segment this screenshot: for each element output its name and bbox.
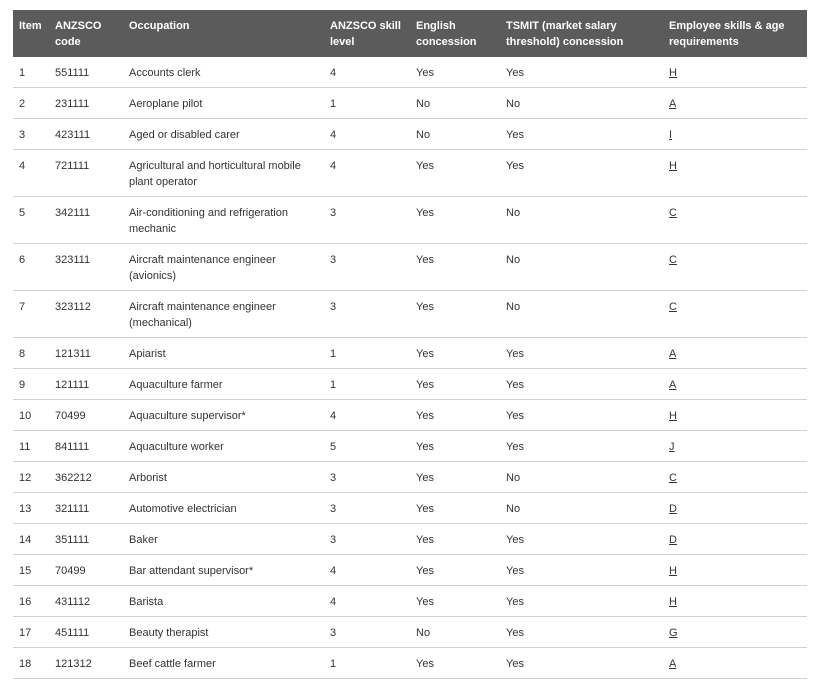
cell-english-concession: Yes <box>410 197 500 244</box>
cell-tsmit-concession: No <box>500 88 663 119</box>
cell-requirements <box>663 400 807 431</box>
cell-english-concession: No <box>410 617 500 648</box>
cell-anzsco-code: 323111 <box>49 244 123 291</box>
table-row <box>13 338 807 369</box>
cell-item: 5 <box>13 197 49 244</box>
occupation-table-container <box>13 10 807 679</box>
requirements-link[interactable]: H <box>669 160 677 172</box>
cell-item: 12 <box>13 462 49 493</box>
cell-occupation: Beef cattle farmer <box>123 648 324 679</box>
cell-anzsco-code: 431112 <box>49 586 123 617</box>
cell-english-concession: Yes <box>410 338 500 369</box>
cell-occupation: Accounts clerk <box>123 57 324 88</box>
requirements-link[interactable]: C <box>669 254 677 266</box>
cell-tsmit-concession: Yes <box>500 150 663 197</box>
cell-item: 17 <box>13 617 49 648</box>
cell-occupation: Arborist <box>123 462 324 493</box>
cell-item: 15 <box>13 555 49 586</box>
cell-occupation: Aquaculture farmer <box>123 369 324 400</box>
cell-occupation: Aeroplane pilot <box>123 88 324 119</box>
cell-item: 3 <box>13 119 49 150</box>
cell-requirements <box>663 586 807 617</box>
cell-item: 14 <box>13 524 49 555</box>
header-skill-level: ANZSCO skill level <box>324 10 410 57</box>
cell-skill-level: 3 <box>324 462 410 493</box>
cell-tsmit-concession: No <box>500 462 663 493</box>
header-tsmit-concession: TSMIT (market salary threshold) concession <box>500 10 663 57</box>
cell-english-concession: No <box>410 88 500 119</box>
cell-english-concession: Yes <box>410 493 500 524</box>
cell-requirements <box>663 493 807 524</box>
cell-requirements <box>663 524 807 555</box>
table-row <box>13 431 807 462</box>
table-row <box>13 462 807 493</box>
requirements-link[interactable]: G <box>669 627 678 639</box>
cell-occupation: Aircraft maintenance engineer (mechanical) <box>123 291 324 338</box>
cell-skill-level: 4 <box>324 150 410 197</box>
cell-occupation: Agricultural and horticultural mobile plant operator <box>123 150 324 197</box>
cell-skill-level: 4 <box>324 119 410 150</box>
cell-skill-level: 4 <box>324 555 410 586</box>
cell-english-concession: Yes <box>410 291 500 338</box>
table-row <box>13 119 807 150</box>
cell-anzsco-code: 721111 <box>49 150 123 197</box>
cell-requirements <box>663 431 807 462</box>
cell-anzsco-code: 121311 <box>49 338 123 369</box>
cell-skill-level: 5 <box>324 431 410 462</box>
cell-anzsco-code: 362212 <box>49 462 123 493</box>
cell-anzsco-code: 342111 <box>49 197 123 244</box>
requirements-link[interactable]: I <box>669 129 673 141</box>
cell-anzsco-code: 231111 <box>49 88 123 119</box>
header-row <box>13 10 807 57</box>
cell-requirements <box>663 617 807 648</box>
cell-item: 11 <box>13 431 49 462</box>
cell-occupation: Aquaculture worker <box>123 431 324 462</box>
cell-requirements <box>663 150 807 197</box>
cell-item: 10 <box>13 400 49 431</box>
cell-occupation: Bar attendant supervisor* <box>123 555 324 586</box>
cell-requirements <box>663 119 807 150</box>
requirements-link[interactable]: D <box>669 534 677 546</box>
cell-item: 18 <box>13 648 49 679</box>
cell-tsmit-concession: Yes <box>500 119 663 150</box>
cell-item: 9 <box>13 369 49 400</box>
cell-occupation: Automotive electrician <box>123 493 324 524</box>
cell-skill-level: 4 <box>324 57 410 88</box>
requirements-link[interactable]: C <box>669 472 677 484</box>
header-anzsco-code: ANZSCO code <box>49 10 123 57</box>
cell-skill-level: 1 <box>324 369 410 400</box>
cell-anzsco-code: 321111 <box>49 493 123 524</box>
cell-anzsco-code: 451111 <box>49 617 123 648</box>
cell-requirements <box>663 197 807 244</box>
table-row <box>13 88 807 119</box>
header-english-concession: English concession <box>410 10 500 57</box>
table-row <box>13 150 807 197</box>
requirements-link[interactable]: J <box>669 441 675 453</box>
cell-item: 8 <box>13 338 49 369</box>
cell-tsmit-concession: Yes <box>500 555 663 586</box>
cell-skill-level: 4 <box>324 586 410 617</box>
cell-item: 4 <box>13 150 49 197</box>
occupation-table <box>13 10 807 679</box>
cell-skill-level: 3 <box>324 493 410 524</box>
cell-tsmit-concession: Yes <box>500 524 663 555</box>
cell-requirements <box>663 369 807 400</box>
cell-item: 2 <box>13 88 49 119</box>
cell-english-concession: Yes <box>410 244 500 291</box>
cell-requirements <box>663 57 807 88</box>
cell-requirements <box>663 291 807 338</box>
cell-requirements <box>663 648 807 679</box>
cell-english-concession: Yes <box>410 648 500 679</box>
cell-requirements <box>663 88 807 119</box>
requirements-link[interactable]: D <box>669 503 677 515</box>
table-row <box>13 369 807 400</box>
requirements-link[interactable]: H <box>669 596 677 608</box>
cell-english-concession: Yes <box>410 369 500 400</box>
cell-skill-level: 4 <box>324 400 410 431</box>
cell-skill-level: 3 <box>324 524 410 555</box>
header-occupation: Occupation <box>123 10 324 57</box>
cell-anzsco-code: 70499 <box>49 400 123 431</box>
cell-skill-level: 3 <box>324 244 410 291</box>
cell-occupation: Barista <box>123 586 324 617</box>
requirements-link[interactable]: A <box>669 98 677 110</box>
cell-requirements <box>663 338 807 369</box>
cell-item: 6 <box>13 244 49 291</box>
cell-skill-level: 3 <box>324 617 410 648</box>
cell-english-concession: Yes <box>410 462 500 493</box>
table-row <box>13 524 807 555</box>
cell-skill-level: 3 <box>324 197 410 244</box>
requirements-link[interactable]: C <box>669 207 677 219</box>
cell-requirements <box>663 244 807 291</box>
cell-requirements <box>663 555 807 586</box>
cell-occupation: Air-conditioning and refrigeration mechanic <box>123 197 324 244</box>
header-item: Item <box>13 10 49 57</box>
requirements-link[interactable]: A <box>669 379 677 391</box>
cell-occupation: Aged or disabled carer <box>123 119 324 150</box>
cell-skill-level: 3 <box>324 291 410 338</box>
requirements-link[interactable]: H <box>669 565 677 577</box>
requirements-link[interactable]: H <box>669 410 677 422</box>
cell-tsmit-concession: Yes <box>500 617 663 648</box>
cell-occupation: Baker <box>123 524 324 555</box>
cell-occupation: Apiarist <box>123 338 324 369</box>
cell-skill-level: 1 <box>324 338 410 369</box>
cell-skill-level: 1 <box>324 88 410 119</box>
cell-tsmit-concession: Yes <box>500 586 663 617</box>
table-row <box>13 617 807 648</box>
table-row <box>13 244 807 291</box>
cell-english-concession: Yes <box>410 57 500 88</box>
cell-english-concession: Yes <box>410 524 500 555</box>
cell-item: 7 <box>13 291 49 338</box>
cell-skill-level: 1 <box>324 648 410 679</box>
table-row <box>13 586 807 617</box>
cell-requirements <box>663 462 807 493</box>
cell-tsmit-concession: No <box>500 493 663 524</box>
cell-english-concession: Yes <box>410 586 500 617</box>
table-row <box>13 57 807 88</box>
cell-anzsco-code: 70499 <box>49 555 123 586</box>
cell-anzsco-code: 323112 <box>49 291 123 338</box>
cell-tsmit-concession: Yes <box>500 648 663 679</box>
cell-anzsco-code: 423111 <box>49 119 123 150</box>
requirements-link[interactable]: C <box>669 301 677 313</box>
header-requirements: Employee skills & age requirements <box>663 10 807 57</box>
cell-item: 16 <box>13 586 49 617</box>
cell-english-concession: Yes <box>410 400 500 431</box>
cell-occupation: Aquaculture supervisor* <box>123 400 324 431</box>
table-row <box>13 555 807 586</box>
table-row <box>13 197 807 244</box>
cell-english-concession: Yes <box>410 431 500 462</box>
cell-english-concession: Yes <box>410 150 500 197</box>
table-header <box>13 10 807 57</box>
cell-tsmit-concession: Yes <box>500 400 663 431</box>
table-row <box>13 400 807 431</box>
cell-occupation: Aircraft maintenance engineer (avionics) <box>123 244 324 291</box>
table-row <box>13 291 807 338</box>
requirements-link[interactable]: A <box>669 658 677 670</box>
cell-tsmit-concession: No <box>500 244 663 291</box>
cell-anzsco-code: 351111 <box>49 524 123 555</box>
cell-anzsco-code: 551111 <box>49 57 123 88</box>
table-row <box>13 648 807 679</box>
cell-tsmit-concession: No <box>500 197 663 244</box>
requirements-link[interactable]: A <box>669 348 677 360</box>
cell-anzsco-code: 841111 <box>49 431 123 462</box>
cell-tsmit-concession: Yes <box>500 431 663 462</box>
cell-tsmit-concession: Yes <box>500 338 663 369</box>
cell-english-concession: No <box>410 119 500 150</box>
cell-tsmit-concession: Yes <box>500 369 663 400</box>
requirements-link[interactable]: H <box>669 67 677 79</box>
cell-item: 1 <box>13 57 49 88</box>
table-row <box>13 493 807 524</box>
cell-tsmit-concession: Yes <box>500 57 663 88</box>
cell-anzsco-code: 121111 <box>49 369 123 400</box>
cell-tsmit-concession: No <box>500 291 663 338</box>
cell-item: 13 <box>13 493 49 524</box>
cell-anzsco-code: 121312 <box>49 648 123 679</box>
cell-occupation: Beauty therapist <box>123 617 324 648</box>
cell-english-concession: Yes <box>410 555 500 586</box>
table-body <box>13 57 807 679</box>
